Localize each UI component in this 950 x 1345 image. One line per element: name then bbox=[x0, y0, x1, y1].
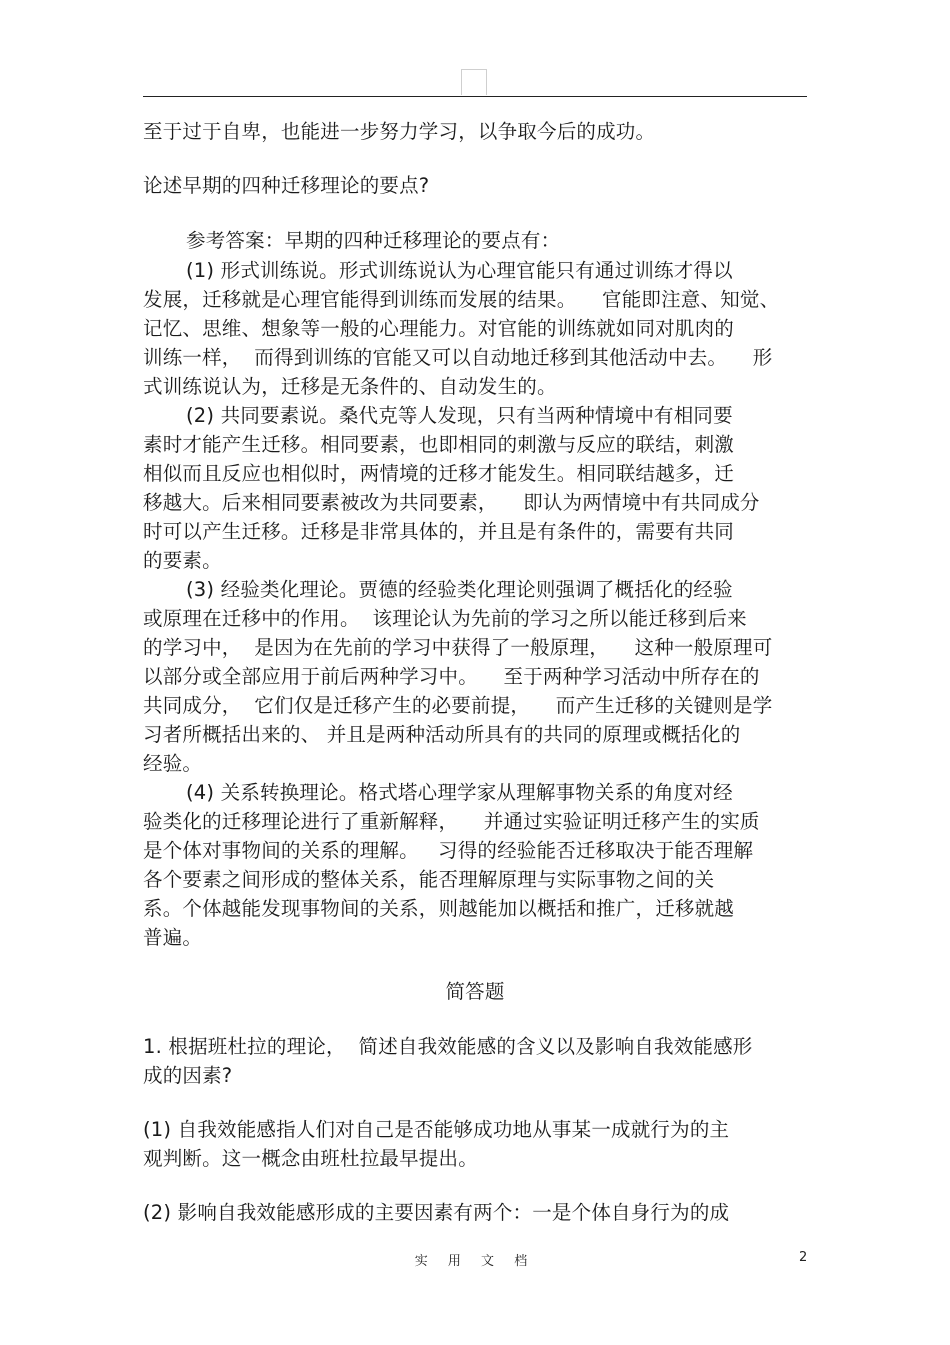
header-rule bbox=[143, 96, 807, 97]
text-line: 是个体对事物间的关系的理解。 习得的经验能否迁移取决于能否理解 bbox=[143, 839, 754, 862]
page-number: 2 bbox=[799, 1250, 808, 1265]
header-mark bbox=[461, 69, 487, 95]
text-line: (3) 经验类化理论。贾德的经验类化理论则强调了概括化的经验 bbox=[186, 578, 733, 601]
text-line: 习者所概括出来的、 并且是两种活动所具有的共同的原理或概括化的 bbox=[143, 723, 741, 746]
text-line: 记忆、思维、想象等一般的心理能力。对官能的训练就如同对肌肉的 bbox=[143, 317, 735, 340]
answer-intro: 参考答案：早期的四种迁移理论的要点有： bbox=[186, 229, 561, 252]
text-line: 式训练说认为，迁移是无条件的、自动发生的。 bbox=[143, 375, 557, 398]
text-line: 至于过于自卑，也能进一步努力学习，以争取今后的成功。 bbox=[143, 120, 656, 143]
text-line: 的学习中， 是因为在先前的学习中获得了一般原理， 这种一般原理可 bbox=[143, 636, 773, 659]
question-heading: 成的因素? bbox=[143, 1064, 233, 1087]
text-line: 或原理在迁移中的作用。 该理论认为先前的学习之所以能迁移到后来 bbox=[143, 607, 747, 630]
text-line: 的要素。 bbox=[143, 549, 222, 572]
text-line: 系。个体越能发现事物间的关系，则越能加以概括和推广，迁移就越 bbox=[143, 897, 735, 920]
text-line: (4) 关系转换理论。格式塔心理学家从理解事物关系的角度对经 bbox=[186, 781, 733, 804]
text-line: 训练一样， 而得到训练的官能又可以自动地迁移到其他活动中去。 形 bbox=[143, 346, 773, 369]
text-line: (1) 自我效能感指人们对自己是否能够成功地从事某一成就行为的主 bbox=[143, 1118, 730, 1141]
text-line: 移越大。后来相同要素被改为共同要素， 即认为两情境中有共同成分 bbox=[143, 491, 760, 514]
text-line: 各个要素之间形成的整体关系，能否理解原理与实际事物之间的关 bbox=[143, 868, 715, 891]
text-line: (1) 形式训练说。形式训练说认为心理官能只有通过训练才得以 bbox=[186, 259, 733, 282]
footer-label: 实 用 文 档 bbox=[414, 1254, 536, 1269]
text-line: 经验。 bbox=[143, 752, 203, 775]
question-heading: 1. 根据班杜拉的理论， 简述自我效能感的含义以及影响自我效能感形 bbox=[143, 1035, 753, 1058]
text-line: 普遍。 bbox=[143, 926, 203, 949]
text-line: 验类化的迁移理论进行了重新解释， 并通过实验证明迁移产生的实质 bbox=[143, 810, 760, 833]
text-line: 以部分或全部应用于前后两种学习中。 至于两种学习活动中所存在的 bbox=[143, 665, 760, 688]
text-line: 共同成分， 它们仅是迁移产生的必要前提， 而产生迁移的关键则是学 bbox=[143, 694, 773, 717]
question-heading: 论述早期的四种迁移理论的要点? bbox=[143, 174, 430, 197]
text-line: 观判断。这一概念由班杜拉最早提出。 bbox=[143, 1147, 478, 1170]
section-heading: 简答题 bbox=[445, 980, 505, 1003]
text-line: (2) 影响自我效能感形成的主要因素有两个：一是个体自身行为的成 bbox=[143, 1201, 730, 1224]
text-line: 发展，迁移就是心理官能得到训练而发展的结果。 官能即注意、知觉、 bbox=[143, 288, 780, 311]
text-line: 素时才能产生迁移。相同要素，也即相同的刺激与反应的联结，刺激 bbox=[143, 433, 735, 456]
text-line: 相似而且反应也相似时，两情境的迁移才能发生。相同联结越多，迁 bbox=[143, 462, 735, 485]
text-line: 时可以产生迁移。迁移是非常具体的，并且是有条件的，需要有共同 bbox=[143, 520, 735, 543]
text-line: (2) 共同要素说。桑代克等人发现，只有当两种情境中有相同要 bbox=[186, 404, 733, 427]
